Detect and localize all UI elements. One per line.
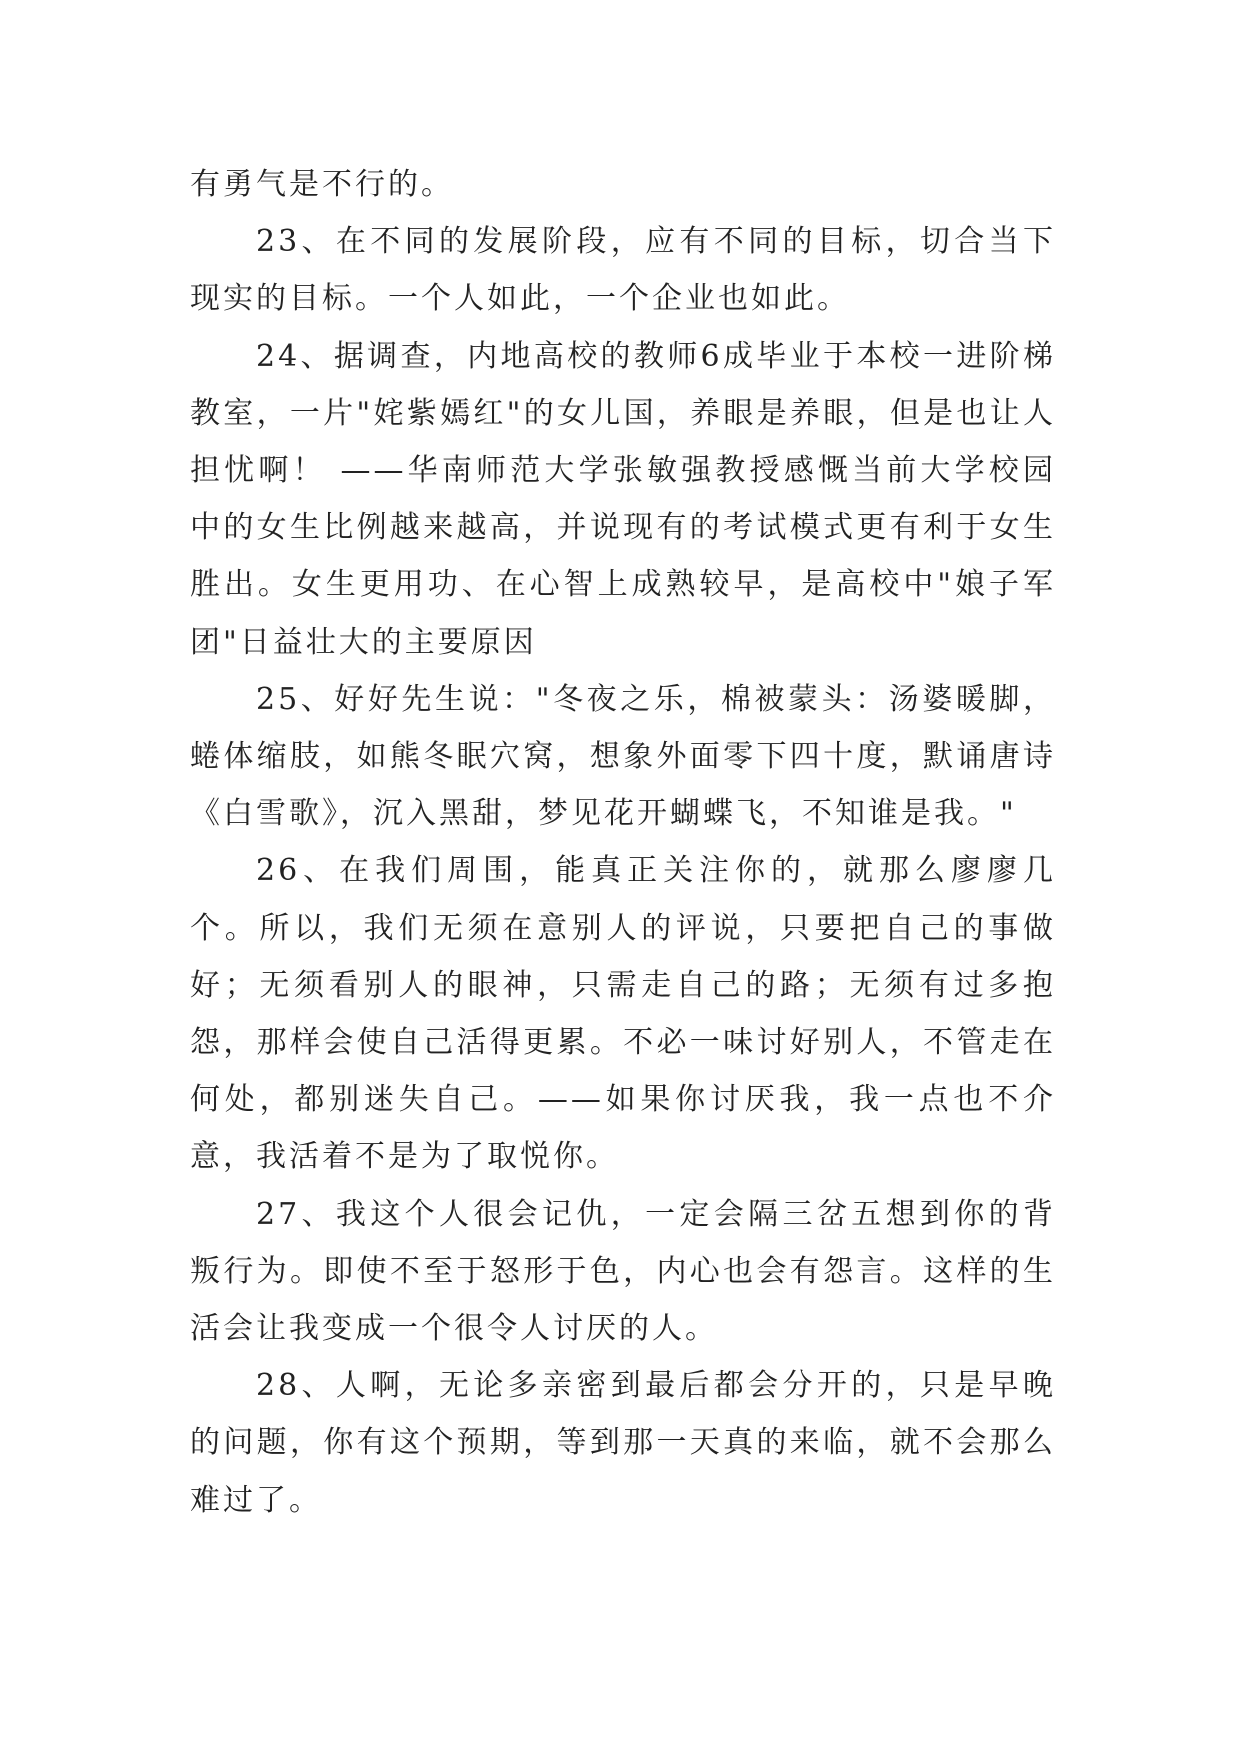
- paragraph-24: 24、据调查，内地高校的教师6成毕业于本校一进阶梯教室，一片"姹紫嫣红"的女儿国，养眼是养眼，但是也让人担忧啊！ ——华南师范大学张敏强教授感慨当前大学校园中的女生比例越来越高，并说现有的考试模式更有利于女生胜出。女生更用功、在心智上成熟较早，是高校中"娘子军团"日益壮大的主要原因: [190, 338, 1056, 660]
- paragraph-26: 26、在我们周围，能真正关注你的，就那么廖廖几个。所以，我们无须在意别人的评说，只要把自己的事做好；无须看别人的眼神，只需走自己的路；无须有过多抱怨，那样会使自己活得更累。不必一味讨好别人，不管走在何处，都别迷失自己。——如果你讨厌我，我一点也不介意，我活着不是为了取悦你。: [190, 853, 1056, 1175]
- paragraph-continuation: 有勇气是不行的。: [190, 167, 454, 202]
- paragraph-23: 23、在不同的发展阶段，应有不同的目标，切合当下现实的目标。一个人如此，一个企业也如此。: [190, 224, 1056, 317]
- paragraph-28: 28、人啊，无论多亲密到最后都会分开的，只是早晚的问题，你有这个预期，等到那一天真的来临，就不会那么难过了。: [190, 1368, 1056, 1518]
- paragraph-25: 25、好好先生说："冬夜之乐，棉被蒙头：汤婆暖脚，蜷体缩肢，如熊冬眠穴窝，想象外面零下四十度，默诵唐诗《白雪歌》，沉入黑甜，梦见花开蝴蝶飞，不知谁是我。": [190, 681, 1056, 832]
- document-body: [190, 156, 1056, 1529]
- paragraph-27: 27、我这个人很会记仇，一定会隔三岔五想到你的背叛行为。即使不至于怒形于色，内心也会有怨言。这样的生活会让我变成一个很令人讨厌的人。: [190, 1196, 1056, 1347]
